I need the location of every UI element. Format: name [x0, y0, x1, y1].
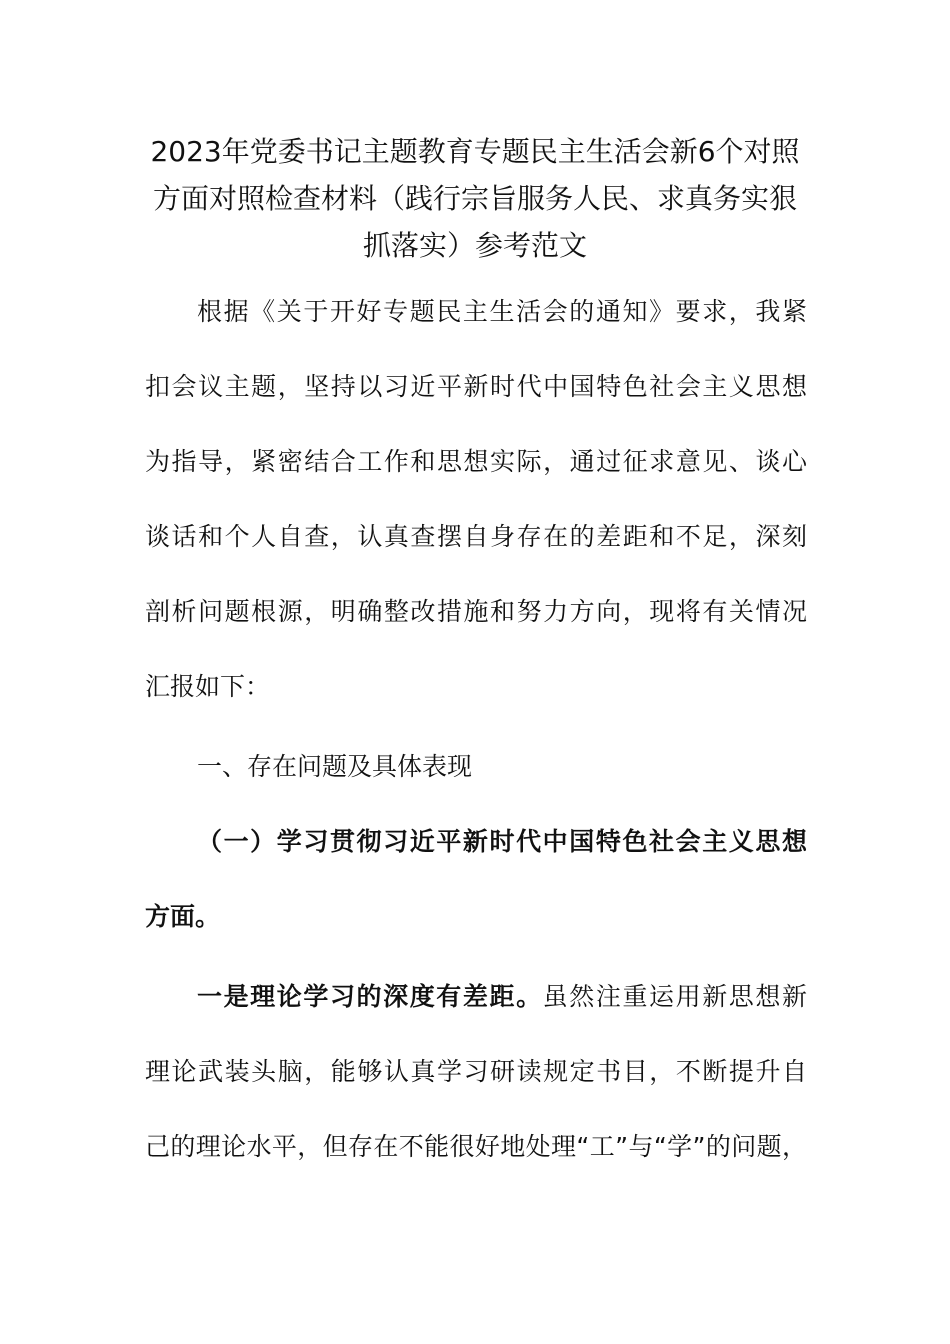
point-line: 己的理论水平，但存在不能很好地处理“工”与“学”的问题， — [145, 1132, 807, 1161]
intro-line: 谈话和个人自查，认真查摆自身存在的差距和不足，深刻 — [145, 522, 807, 551]
intro-line: 剖析问题根源，明确整改措施和努力方向，现将有关情况 — [145, 597, 807, 626]
intro-line: 扣会议主题，坚持以习近平新时代中国特色社会主义思想 — [145, 372, 807, 401]
point-lead: 一是理论学习的深度有差距。 — [197, 982, 543, 1011]
subsection-heading-continued: 方面。 — [145, 902, 221, 931]
point-line: 理论武装头脑，能够认真学习研读规定书目，不断提升自 — [145, 1057, 807, 1086]
point-first-line — [197, 977, 807, 1017]
intro-line: 为指导，紧密结合工作和思想实际，通过征求意见、谈心 — [145, 447, 807, 476]
intro-line: 汇报如下： — [145, 672, 271, 701]
intro-line: 根据《关于开好专题民主生活会的通知》要求，我紧 — [197, 297, 807, 326]
subsection-heading: （一）学习贯彻习近平新时代中国特色社会主义思想 — [197, 827, 807, 856]
point-text: 虽然注重运用新思想新 — [542, 982, 807, 1011]
document-title: 2023年党委书记主题教育专题民主生活会新6个对照方面对照检查材料（践行宗旨服务人民、求真务实狠抓落实）参考范文 — [150, 135, 800, 262]
section-heading: 一、存在问题及具体表现 — [197, 752, 473, 781]
